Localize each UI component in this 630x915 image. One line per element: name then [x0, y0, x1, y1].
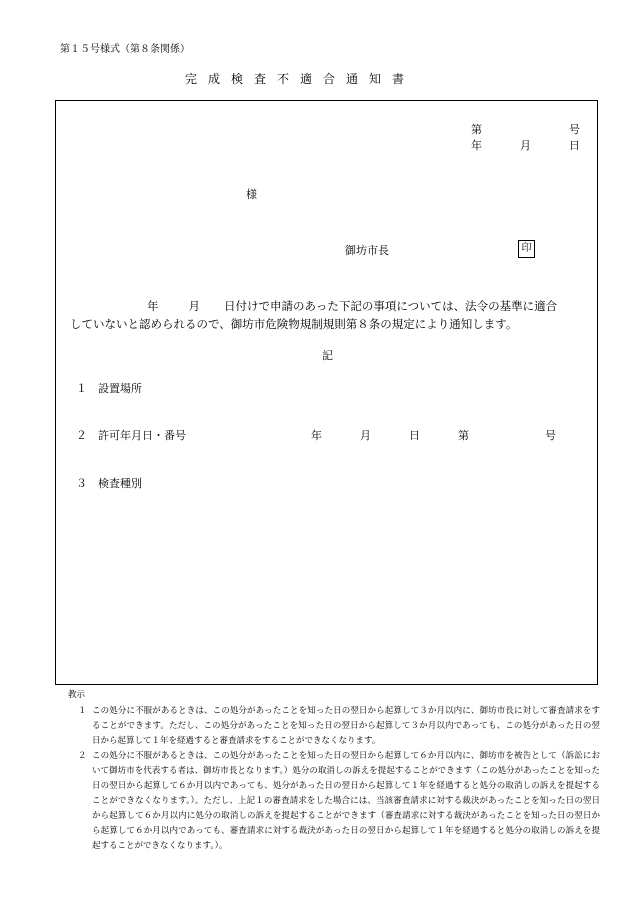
addressee-suffix: 様	[246, 188, 257, 201]
ki-heading: 記	[322, 349, 333, 362]
item-2-nen: 年	[311, 429, 322, 442]
header-tsuki: 月	[520, 139, 531, 152]
header-go: 号	[569, 123, 580, 136]
note-2-text: この処分に不服があるときは、この処分があったことを知った日の翌日から起算して６か月以内に、御坊市を被告として（訴訟において御坊市を代表する者は、御坊市長となります。）処分の取消しの訴えを提起することができます（この処分があったことを知った日の翌日から起算して６か月以内であっても、処分があった日の翌日から起算して１年を経過すると処分の取消しの訴えを提起することができなくなります。）。ただし、上記１の審査請求をした場合には、当該審査請求に対する裁決があったことを知った日の翌日から起算して６か月以内に処分の取消しの訴えを提起することができます（審査請求に対する裁決があったことを知った日の翌日から起算して６か月以内であっても、審査請求に対する裁決があった日の翌日から起算して１年を経過すると処分の取消しの訴えを提起することができなくなります。）。	[92, 751, 600, 851]
note-1-text: この処分に不服があるときは、この処分があったことを知った日の翌日から起算して３か月以内に、御坊市長に対して審査請求をすることができます。ただし、この処分があったことを知った日の翌日から起算して３か月以内であっても、この処分があった日の翌日から起算して１年を経過すると審査請求をすることができなくなります。	[92, 706, 600, 746]
instructions-notes	[70, 688, 600, 854]
item-2-dai: 第	[458, 429, 469, 442]
note-item-2	[70, 749, 600, 854]
body-line-1-rest: 日付けで申請のあった下記の事項については、法令の基準に適合	[224, 299, 558, 313]
note-1-number: １	[78, 706, 87, 716]
form-number: 第１５号様式（第８条関係）	[60, 44, 190, 55]
seal-mark: 印	[518, 240, 535, 258]
issuer: 御坊市長	[345, 244, 389, 257]
header-hi: 日	[569, 139, 580, 152]
body-date-tsuki: 月	[188, 299, 200, 313]
item-2-number: ２	[76, 429, 87, 442]
item-2-label: 許可年月日・番号	[98, 429, 186, 442]
note-2-number: ２	[78, 751, 87, 761]
header-nen: 年	[471, 139, 482, 152]
notes-heading: 教示	[68, 690, 86, 700]
item-2-go: 号	[545, 429, 556, 442]
body-line-2: していないと認められるので、御坊市危険物規制規則第８条の規定により通知します。	[70, 317, 518, 331]
body-line-1	[75, 297, 585, 315]
item-3-label: 検査種別	[98, 477, 142, 490]
item-2-hi: 日	[409, 429, 420, 442]
note-item-1	[70, 704, 600, 749]
body-date-nen: 年	[147, 299, 159, 313]
item-2-tsuki: 月	[360, 429, 371, 442]
document-title: 完成検査不適合通知書	[185, 72, 416, 86]
header-dai: 第	[471, 123, 482, 136]
item-1-number: １	[76, 382, 87, 395]
body-text	[70, 297, 585, 333]
item-1-label: 設置場所	[98, 382, 142, 395]
item-3-number: ３	[76, 477, 87, 490]
